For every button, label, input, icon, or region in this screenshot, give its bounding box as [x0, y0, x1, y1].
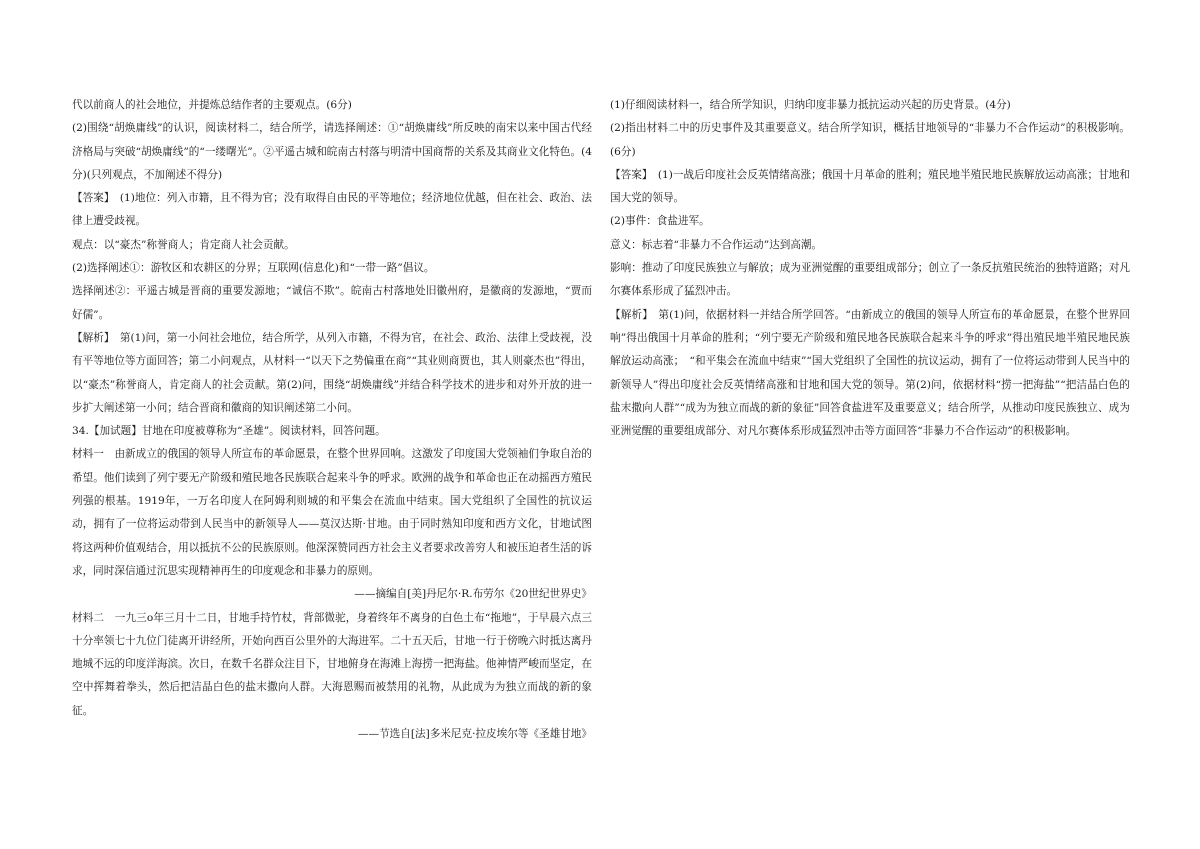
material-two: 材料二 一九三o年三月十二日，甘地手持竹杖，背部微驼，身着终年不离身的白色土布“拖地”，于早晨六点三十分率领七十九位门徒离开讲经所，开始向西百公里外的大海进军。二十五天后，甘地一行于傍晚六时抵达离丹地城不远的印度洋海滨。次日，在数千名群众注目下，甘地俯身在海滩上海捞一把海盐。他神情严峻而坚定，在空中挥舞着拳头，然后把洁晶白色的盐末撒向人群。大海恩赐而被禁用的礼物，从此成为为独立而战的新的象征。 — [72, 611, 592, 717]
answer-text: 【答案】 (1)地位：列入市籍，且不得为官；没有取得自由民的平等地位；经济地位优越，但在社会、政治、法律上遭受歧视。 — [72, 192, 592, 228]
source-citation: ——节选自[法]多米尼克·拉皮埃尔等《圣雄甘地》 — [357, 728, 592, 741]
material-one: 材料一 由新成立的俄国的领导人所宣布的革命愿景，在整个世界回响。这激发了印度国大党领袖们争取自治的希望。他们读到了列宁要无产阶级和殖民地各民族联合起来斗争的呼求。欧洲的战争和革命也正在动摇西方殖民列强的根基。1919年，一万名印度人在阿姆利则城的和平集会在流血中结束。国大党组织了全国性的抗议运动，拥有了一位将运动带到人民当中的新领导人——莫汉达斯·甘地。由于同时熟知印度和西方文化，甘地试图将这两种价值观结合，用以抵抗不公的民族原则。他深深赞同西方社会主义者要求改善穷人和被压迫者生活的诉求，同时深信通过沉思实现精神再生的印度观念和非暴力的原则。 — [72, 448, 592, 577]
question-text: (2)围绕“胡焕庸线”的认识，阅读材料二，结合所学，请选择阐述：①“胡焕庸线”所反映的南宋以来中国古代经济格局与突破“胡焕庸线”的“一缕曙光”。②平遥古城和皖南古村落与明清中国商帮的关系及其商业文化特色。(4分)(只列观点，不加阐述不得分) — [72, 122, 592, 181]
analysis-text: 【解析】 第(1)问，第一小问社会地位，结合所学，从列入市籍，不得为官，在社会、政治、法律上受歧视，没有平等地位等方面回答；第二小问观点，从材料一“以天下之势偏重在商”“其业则商贾也，其人则豪杰也”得出，以“豪杰”称誉商人，肯定商人的社会贡献。第(2)问，围绕“胡焕庸线”并结合科学技术的进步和对外开放的进一步扩大阐述第一小问；结合晋商和徽商的知识阐述第二小问。 — [72, 331, 592, 414]
answer-text: 影响：推动了印度民族独立与解放；成为亚洲觉醒的重要组成部分；创立了一条反抗殖民统治的独特道路；对凡尔赛体系形成了猛烈冲击。 — [610, 262, 1130, 298]
question-text: 代以前商人的社会地位，并提炼总结作者的主要观点。(6分) — [72, 99, 352, 111]
right-column — [610, 94, 1130, 443]
left-column — [72, 94, 592, 746]
question-heading: 34.【加试题】甘地在印度被尊称为“圣雄”。阅读材料，回答问题。 — [72, 425, 386, 438]
answer-text: (2)选择阐述①：游牧区和农耕区的分界；互联网(信息化)和“一带一路”倡议。 — [72, 262, 435, 275]
question-text: (1)仔细阅读材料一，结合所学知识，归纳印度非暴力抵抗运动兴起的历史背景。(4分) — [610, 99, 1011, 111]
answer-text: 观点：以“豪杰”称誉商人；肯定商人社会贡献。 — [72, 238, 295, 251]
question-text: (2)指出材料二中的历史事件及其重要意义。结合所学知识，概括甘地领导的“非暴力不合作运动”的积极影响。(6分) — [610, 122, 1130, 158]
source-citation: ——摘编自[美]丹尼尔·R.布劳尔《20世纪世界史》 — [354, 588, 592, 601]
answer-text: 选择阐述②：平遥古城是晋商的重要发源地；“诚信不欺”。皖南古村落地处旧徽州府，是徽商的发源地，“贾而好儒”。 — [72, 285, 592, 321]
analysis-text: 【解析】 第(1)问，依据材料一并结合所学回答。“由新成立的俄国的领导人所宣布的革命愿景，在整个世界回响”得出俄国十月革命的胜利；“列宁要无产阶级和殖民地各民族联合起来斗争的呼求”得出殖民地半殖民地民族解放运动高涨； “和平集会在流血中结束”“国大党组织了全国性的抗议运动，拥有了一位将运动带到人民当中的新领导人”得出印度社会反英情绪高涨和甘地和国大党的领导。第(2)问，依据材料“捞一把海盐”“把洁晶白色的盐末撒向人群”“成为为独立而战的新的象征”回答食盐进军及重要意义；结合所学，从推动印度民族独立、成为亚洲觉醒的重要组成部分、对凡尔赛体系形成猛烈冲击等方面回答“非暴力不合作运动”的积极影响。 — [610, 308, 1130, 438]
answer-text: (2)事件：食盐进军。 — [610, 215, 710, 228]
answer-text: 意义：标志着“非暴力不合作运动”达到高潮。 — [610, 238, 823, 251]
answer-text: 【答案】 (1)一战后印度社会反英情绪高涨；俄国十月革命的胜利；殖民地半殖民地民族解放运动高涨；甘地和国大党的领导。 — [610, 168, 1130, 205]
